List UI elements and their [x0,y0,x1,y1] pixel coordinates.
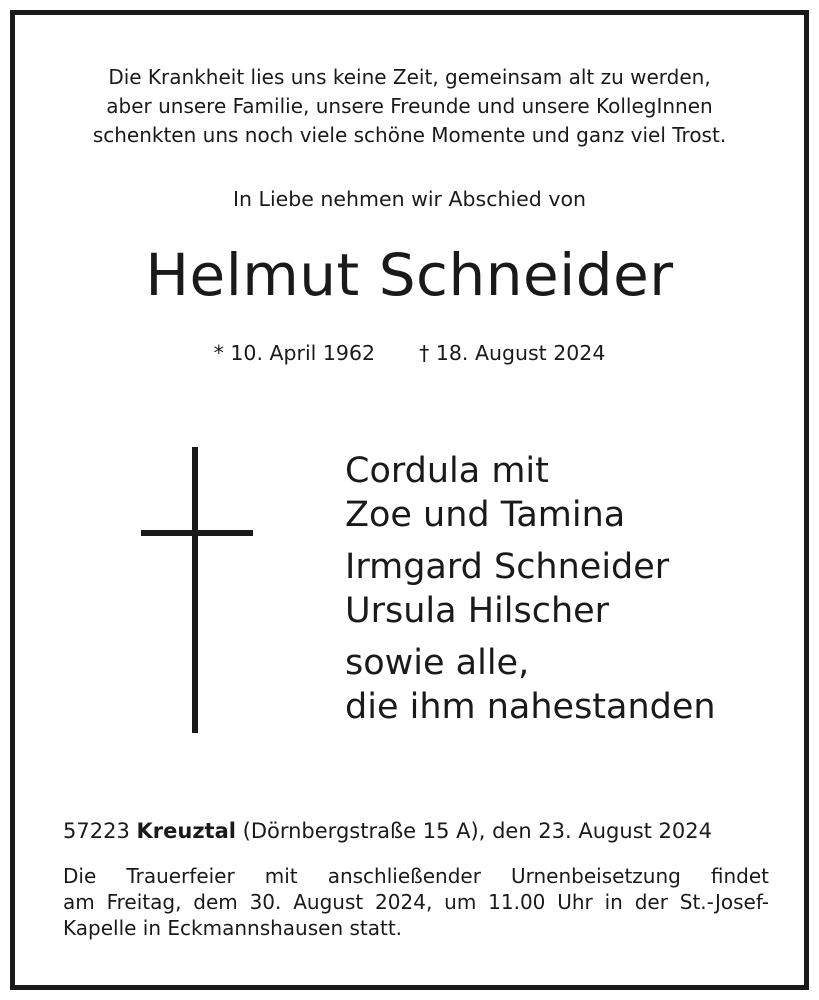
funeral-info [63,863,769,941]
address-detail: (Dörnbergstraße 15 A), den 23. August 2024 [242,819,712,843]
address-line [63,819,712,843]
deceased-name: Helmut Schneider [145,241,674,309]
funeral-line: am Freitag, dem 30. August 2024, um 11.00 Uhr in der St.-Josef- [63,890,769,914]
mourner-line: die ihm nahestanden [345,687,716,727]
intro-text [15,63,804,150]
mourners-list [345,449,716,737]
farewell-lead: In Liebe nehmen wir Abschied von [232,187,586,211]
life-dates [15,341,804,365]
intro-line: aber unsere Familie, unsere Freunde und unsere KollegInnen [106,94,713,118]
mourner-line: Zoe und Tamina [345,495,626,535]
city: Kreuztal [136,819,236,843]
mourner-group [345,449,716,537]
mourner-group [345,641,716,729]
mourner-line: Irmgard Schneider [345,547,670,587]
cross-horizontal-bar [141,530,253,536]
mourner-line: sowie alle, [345,643,530,683]
mourner-line: Cordula mit [345,451,549,491]
notice-frame [10,10,809,990]
postcode: 57223 [63,819,130,843]
mourner-line: Ursula Hilscher [345,591,610,631]
funeral-line: Die Trauerfeier mit anschließender Urnenbeisetzung findet [63,864,769,888]
funeral-line: Kapelle in Eckmannshausen statt. [63,916,403,940]
birth-date: * 10. April 1962 [213,341,376,365]
intro-line: schenkten uns noch viele schöne Momente und ganz viel Trost. [92,123,727,147]
mourner-group [345,545,716,633]
death-date: † 18. August 2024 [419,341,606,365]
cross-vertical-bar [192,447,198,733]
intro-line: Die Krankheit lies uns keine Zeit, gemeinsam alt zu werden, [108,65,711,89]
